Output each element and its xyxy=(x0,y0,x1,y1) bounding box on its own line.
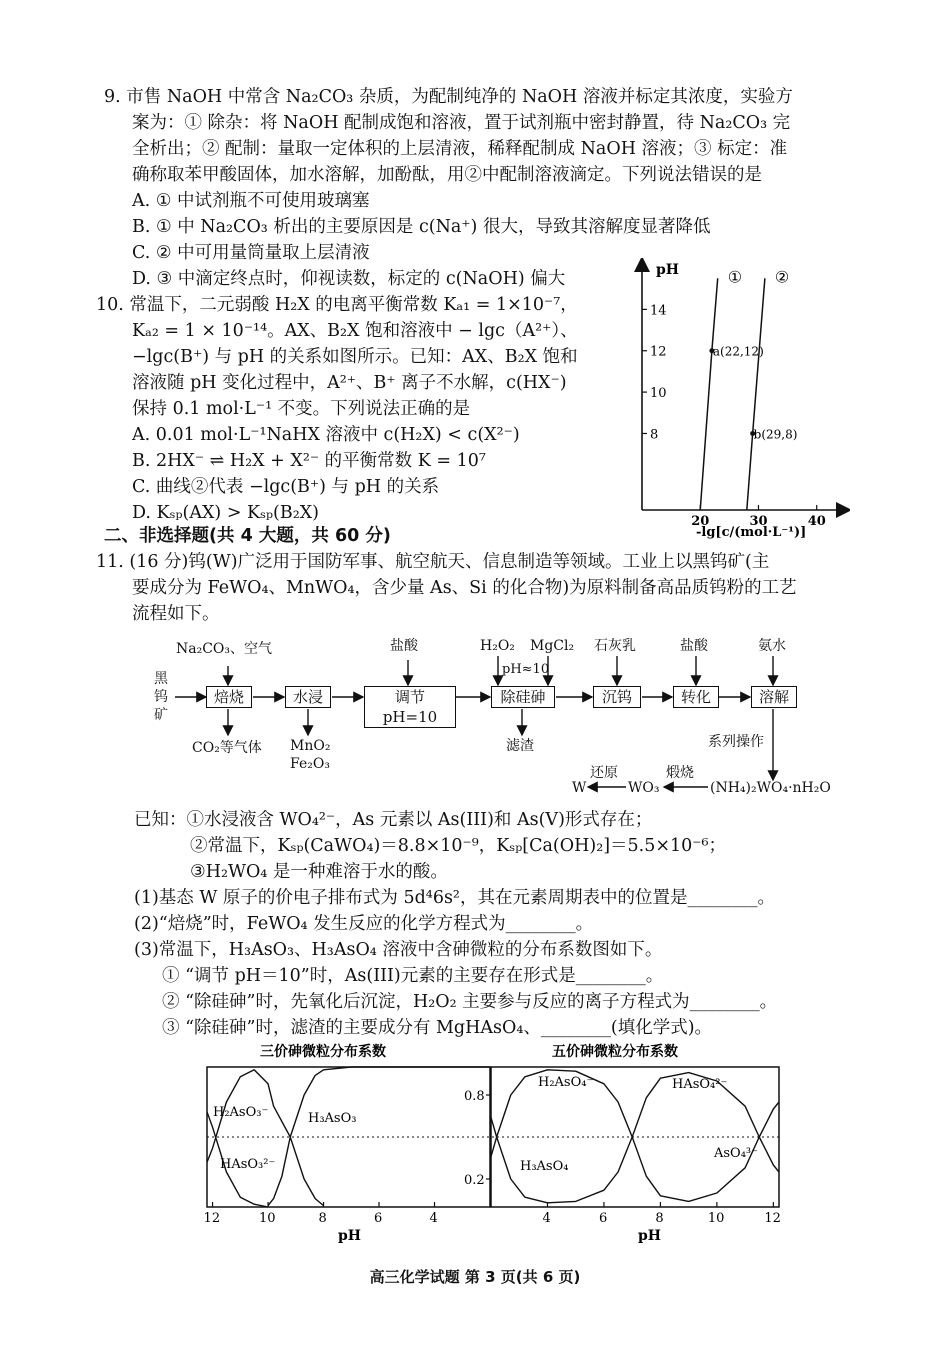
q10-option-a: A. 0.01 mol·L⁻¹NaHX 溶液中 c(H₂X) < c(X²⁻) xyxy=(132,425,520,445)
q11-line-1: 11. (16 分)钨(W)广泛用于国防军事、航空航天、信息制造等领域。工业上以黑钨矿(主 xyxy=(96,552,770,572)
q11-known-1: 已知：①水浸液含 WO₄²⁻，As 元素以 As(III)和 As(V)形式存在； xyxy=(134,810,653,830)
flow-input-h2o2: H₂O₂ xyxy=(480,638,515,654)
q10-y-tick-label: 10 xyxy=(650,386,667,402)
q10-y-tick-label: 12 xyxy=(650,344,667,360)
dist-series-line xyxy=(268,1067,490,1206)
q10-x-label: -lg[c/(mol·L⁻¹)] xyxy=(696,525,807,540)
q10-line-1: 10. 常温下，二元弱酸 H₂X 的电离平衡常数 Kₐ₁ = 1×10⁻⁷， xyxy=(96,295,578,315)
q9-line-3: 全析出；② 配制：量取一定体积的上层清液，稀释配制成 NaOH 溶液；③ 标定：准 xyxy=(132,139,788,159)
q11-subq-2: (2)“焙烧”时，FeWO₄ 发生反应的化学方程式为________。 xyxy=(134,914,594,934)
flow-input-hcl-1: 盐酸 xyxy=(390,638,418,654)
flow-calcine: 煅烧 xyxy=(666,765,694,781)
flow-product: (NH₄)₂WO₄·nH₂O xyxy=(710,780,831,796)
as5-x-label: pH xyxy=(638,1228,662,1244)
flow-reduce: 还原 xyxy=(590,765,618,781)
dist-label-aso4: AsO₄³⁻ xyxy=(714,1146,759,1161)
dist-label-haso3: HAsO₃²⁻ xyxy=(220,1157,276,1172)
q11-known-3: ③H₂WO₄ 是一种难溶于水的酸。 xyxy=(190,862,448,882)
dist-label-haso4: HAsO₄²⁻ xyxy=(672,1077,728,1092)
as5-plot-frame xyxy=(491,1067,779,1207)
page-footer: 高三化学试题 第 3 页(共 6 页) xyxy=(369,1268,581,1286)
section-2-title: 二、非选择题(共 4 大题，共 60 分) xyxy=(104,526,391,546)
flow-step-adjust-ph: 调节pH=10 xyxy=(364,686,456,728)
dist-label-h3aso3: H₃AsO₃ xyxy=(308,1111,357,1126)
q10-x-tick-label: 30 xyxy=(749,514,768,529)
q10-option-d: D. Kₛₚ(AX) > Kₛₚ(B₂X) xyxy=(132,503,319,523)
dist-x-tick-label: 8 xyxy=(655,1211,664,1226)
dist-series-line xyxy=(491,1070,779,1202)
flow-input-mgcl2: MgCl₂ xyxy=(530,638,575,654)
q9-line-1: 9. 市售 NaOH 中常含 Na₂CO₃ 杂质，为配制纯净的 NaOH 溶液并标定其浓度，实验方 xyxy=(104,87,793,107)
dist-x-tick-label: 4 xyxy=(429,1211,438,1226)
q9-option-a: A. ① 中试剂瓶不可使用玻璃塞 xyxy=(132,191,370,211)
q10-line-5: 保持 0.1 mol·L⁻¹ 不变。下列说法正确的是 xyxy=(132,399,471,419)
as3-x-label: pH xyxy=(338,1228,362,1244)
q10-option-b: B. 2HX⁻ ⇌ H₂X + X²⁻ 的平衡常数 K = 10⁷ xyxy=(132,451,486,471)
flow-step-remove-si-as: 除硅砷 xyxy=(491,686,555,708)
arsenic-distribution-charts xyxy=(180,1040,950,1250)
q10-line-2: Kₐ₂ = 1 × 10⁻¹⁴。AX、B₂X 饱和溶液中 − lgc（A²⁺）、 xyxy=(132,321,578,341)
q11-subq-3-3: ③ “除硅砷”时，滤渣的主要成分有 MgHAsO₄、________(填化学式)。 xyxy=(162,1018,713,1038)
flow-output-mno2: MnO₂ xyxy=(290,738,331,754)
q11-line-3: 流程如下。 xyxy=(132,604,220,624)
dist-label-h3aso4: H₃AsO₄ xyxy=(520,1159,569,1174)
q11-subq-3-2: ② “除硅砷”时，先氧化后沉淀，H₂O₂ 主要参与反应的离子方程式为________。 xyxy=(162,992,778,1012)
q10-point-label: a(22,12) xyxy=(712,344,764,359)
dist-x-tick-label: 6 xyxy=(598,1211,608,1226)
q10-point-label: b(29,8) xyxy=(753,427,798,442)
dist-y-tick-label: 0.8 xyxy=(464,1089,485,1104)
q10-line-3: −lgc(B⁺) 与 pH 的关系如图所示。已知：AX、B₂X 饱和 xyxy=(132,347,578,367)
q11-subq-3-1: ① “调节 pH＝10”时，As(III)元素的主要存在形式是________。 xyxy=(162,966,664,986)
q10-x-tick-label: 40 xyxy=(807,514,826,529)
flow-input-na2co3-air: Na₂CO₃、空气 xyxy=(176,641,273,657)
q11-known-2: ②常温下，Kₛₚ(CaWO₄)＝8.8×10⁻⁹，Kₛₚ[Ca(OH)₂]＝5.5×10⁻⁶； xyxy=(190,836,727,856)
q9-line-4: 确称取苯甲酸固体，加水溶解，加酚酞，用②中配制溶液滴定。下列说法错误的是 xyxy=(132,165,762,185)
flow-input-ammonia: 氨水 xyxy=(758,638,786,654)
flow-input-lime: 石灰乳 xyxy=(594,638,636,654)
dist-x-tick-label: 4 xyxy=(542,1211,551,1226)
q9-option-d: D. ③ 中滴定终点时，仰视读数，标定的 c(NaOH) 偏大 xyxy=(132,269,566,289)
flow-series-operation: 系列操作 xyxy=(708,734,764,750)
dist-x-tick-label: 6 xyxy=(374,1211,383,1226)
q10-series-label: ① xyxy=(727,267,743,287)
q10-x-tick-label: 20 xyxy=(691,514,710,529)
flow-step-convert: 转化 xyxy=(673,686,719,708)
q10-series-label: ② xyxy=(774,267,790,287)
dist-x-tick-label: 12 xyxy=(203,1211,221,1226)
dist-x-tick-label: 10 xyxy=(707,1211,725,1226)
flow-w: W xyxy=(572,780,587,796)
dist-y-tick-label: 0.2 xyxy=(464,1173,485,1188)
q11-line-2: 要成分为 FeWO₄、MnWO₄，含少量 As、Si 的化合物)为原料制备高品质钨粉的工艺 xyxy=(132,578,797,598)
dist-x-tick-label: 8 xyxy=(318,1211,327,1226)
flow-step-water-leach: 水浸 xyxy=(285,686,331,708)
q10-y-tick-label: 14 xyxy=(650,303,667,319)
q10-line-4: 溶液随 pH 变化过程中，A²⁺、B⁺ 离子不水解，c(HX⁻) xyxy=(132,373,567,393)
flow-wo3: WO₃ xyxy=(628,780,660,796)
flow-step-dissolve: 溶解 xyxy=(751,686,797,708)
q9-option-b: B. ① 中 Na₂CO₃ 析出的主要原因是 c(Na⁺) 很大，导致其溶解度显著降低 xyxy=(132,217,711,237)
as5-chart-title: 五价砷微粒分布系数 xyxy=(552,1044,678,1060)
q9-line-2: 案为：① 除杂：将 NaOH 配制成饱和溶液，置于试剂瓶中密封静置，待 Na₂CO₃ 完 xyxy=(132,113,791,133)
q9-option-c: C. ② 中可用量筒量取上层清液 xyxy=(132,243,370,263)
flow-input-ph: pH≈10 xyxy=(502,662,550,677)
flow-output-gases: CO₂等气体 xyxy=(192,740,262,756)
flow-step-roast: 焙烧 xyxy=(206,686,252,708)
dist-series-line xyxy=(491,1073,779,1203)
flow-input-hcl-2: 盐酸 xyxy=(680,638,708,654)
as3-chart-title: 三价砷微粒分布系数 xyxy=(260,1044,386,1060)
q10-y-tick-label: 8 xyxy=(650,427,659,443)
dist-x-tick-label: 10 xyxy=(259,1211,276,1226)
flow-start-ore: 黑钨矿 xyxy=(154,671,168,723)
flow-step-precipitate-w: 沉钨 xyxy=(593,686,641,708)
flow-output-fe2o3: Fe₂O₃ xyxy=(290,756,330,772)
q10-y-label: pH xyxy=(656,262,680,278)
dist-label-h2aso3: H₂AsO₃⁻ xyxy=(213,1105,269,1120)
flow-output-residue: 滤渣 xyxy=(506,738,534,754)
q10-option-c: C. 曲线②代表 −lgc(B⁺) 与 pH 的关系 xyxy=(132,477,440,497)
dist-x-tick-label: 12 xyxy=(764,1211,781,1226)
q11-subq-1: (1)基态 W 原子的价电子排布式为 5d⁴6s²，其在元素周期表中的位置是________。 xyxy=(134,888,775,908)
q11-subq-3: (3)常温下，H₃AsO₃、H₃AsO₄ 溶液中含砷微粒的分布系数图如下。 xyxy=(134,940,663,960)
dist-label-h2aso4: H₂AsO₄⁻ xyxy=(538,1075,594,1090)
